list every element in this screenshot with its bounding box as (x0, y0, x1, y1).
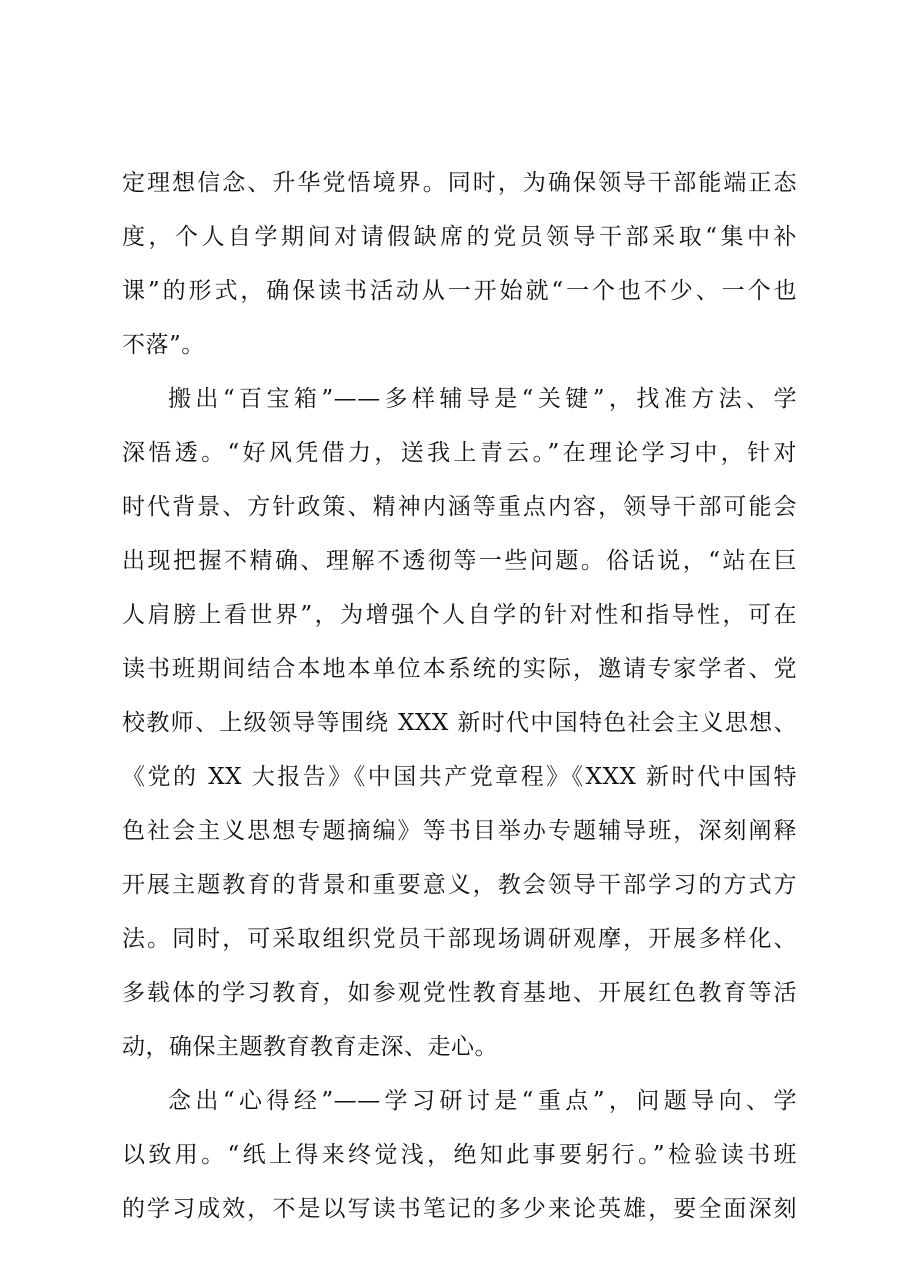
text-line: 度，个人自学期间对请假缺席的党员领导干部采取“集中补 (122, 224, 797, 250)
text-line: 色社会主义思想专题摘编》等书目举办专题辅导班，深刻阐释 (122, 818, 797, 844)
text-line: 深悟透。“好风凭借力，送我上青云。”在理论学习中，针对 (122, 440, 797, 466)
text-line: 动，确保主题教育教育走深、走心。 (122, 1034, 498, 1060)
text-line: 念出“心得经”——学习研讨是“重点”，问题导向、学 (168, 1088, 797, 1114)
text-line: 人肩膀上看世界”，为增强个人自学的针对性和指导性，可在 (122, 602, 797, 628)
text-line: 开展主题教育的背景和重要意义，教会领导干部学习的方式方 (122, 872, 797, 898)
text-line: 法。同时，可采取组织党员干部现场调研观摩，开展多样化、 (122, 926, 797, 952)
text-line: 时代背景、方针政策、精神内涵等重点内容，领导干部可能会 (122, 494, 797, 520)
text-line: 定理想信念、升华党悟境界。同时，为确保领导干部能端正态 (122, 170, 797, 196)
text-line: 的学习成效，不是以写读书笔记的多少来论英雄，要全面深刻 (122, 1196, 797, 1222)
text-line: 校教师、上级领导等围绕 XXX 新时代中国特色社会主义思想、 (122, 710, 797, 736)
text-line: 多载体的学习教育，如参观党性教育基地、开展红色教育等活 (122, 980, 797, 1006)
text-line: 《党的 XX 大报告》《中国共产党章程》《XXX 新时代中国特 (122, 764, 797, 790)
body-text (122, 156, 797, 1236)
paragraph-2 (122, 372, 797, 1074)
text-line: 出现把握不精确、理解不透彻等一些问题。俗话说，“站在巨 (122, 548, 797, 574)
text-line: 课”的形式，确保读书活动从一开始就“一个也不少、一个也 (122, 278, 797, 304)
paragraph-1 (122, 156, 797, 372)
text-line: 以致用。“纸上得来终觉浅，绝知此事要躬行。”检验读书班 (122, 1142, 797, 1168)
text-line: 搬出“百宝箱”——多样辅导是“关键”，找准方法、学 (168, 386, 797, 412)
paragraph-3 (122, 1074, 797, 1236)
text-line: 不落”。 (122, 332, 205, 358)
text-line: 读书班期间结合本地本单位本系统的实际，邀请专家学者、党 (122, 656, 797, 682)
